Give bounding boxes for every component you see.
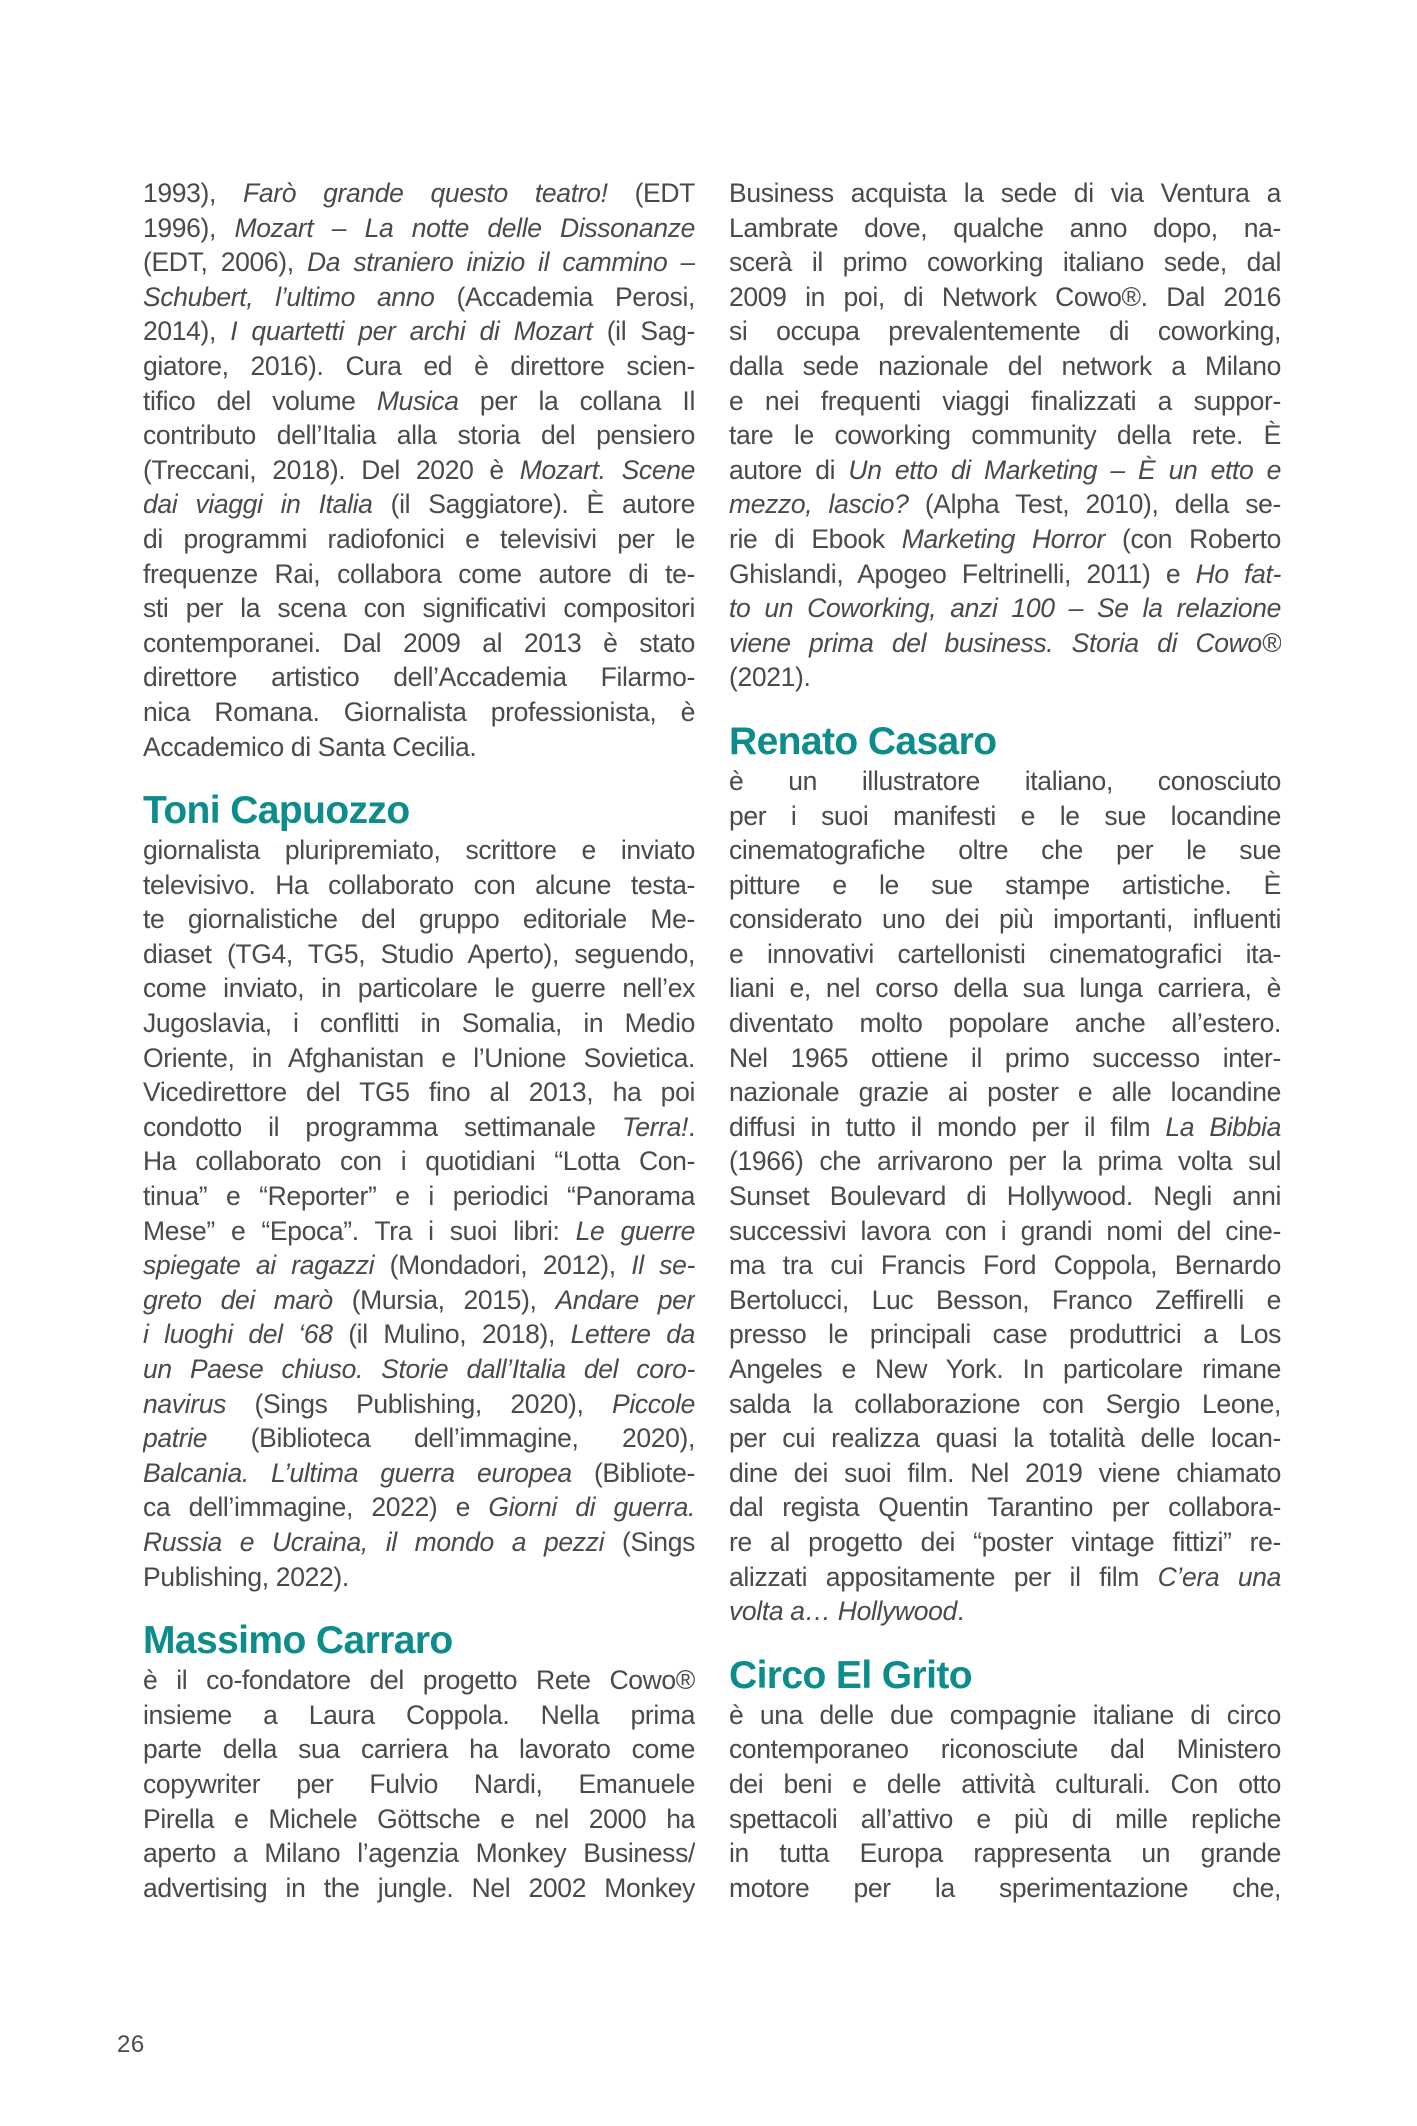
text-run: Publishing, 2022). — [143, 1561, 349, 1592]
text-line — [143, 1248, 695, 1283]
text-run: Vicedirettore del TG5 fino al 2013, ha poi — [143, 1077, 695, 1108]
text-run: giatore, 2016). Cura ed è direttore scien- — [143, 350, 695, 381]
text-run: (il Saggiatore). È autore — [372, 489, 695, 520]
text-run: dal regista Quentin Tarantino per collabora- — [729, 1492, 1281, 1523]
text-run: Business acquista la sede di via Ventura a — [729, 178, 1281, 208]
text-line — [729, 1836, 1281, 1871]
text-line — [729, 1767, 1281, 1802]
text-line — [143, 245, 695, 280]
text-line — [143, 1283, 695, 1318]
italic-title: i luoghi del ‘68 — [143, 1319, 333, 1350]
text-run: parte della sua carriera ha lavorato come — [143, 1734, 695, 1765]
text-line — [143, 1698, 695, 1733]
text-line — [729, 1490, 1281, 1525]
text-line — [143, 695, 695, 730]
text-line — [143, 730, 695, 765]
text-run: giornalista pluripremiato, scrittore e inviato — [143, 835, 695, 866]
bio-paragraph — [143, 1663, 695, 1905]
text-run: Ha collaborato con i quotidiani “Lotta Con- — [143, 1146, 695, 1177]
text-line — [143, 1456, 695, 1491]
text-run: nica Romana. Giornalista professionista, è — [143, 696, 695, 727]
text-run: di programmi radiofonici e televisivi per le — [143, 523, 695, 554]
text-run: (Sings — [604, 1526, 695, 1557]
text-line — [143, 384, 695, 419]
text-run: condotto il programma settimanale — [143, 1111, 622, 1142]
text-run: 1996), — [143, 212, 235, 243]
text-line — [729, 1110, 1281, 1145]
bio-paragraph — [729, 764, 1281, 1629]
text-line — [729, 833, 1281, 868]
text-line — [729, 1560, 1281, 1595]
italic-title: Il se- — [631, 1250, 695, 1281]
text-run: (Bibliote- — [571, 1457, 695, 1488]
text-line — [143, 868, 695, 903]
text-line — [729, 1698, 1281, 1733]
text-line — [143, 1352, 695, 1387]
text-run: contemporanei. Dal 2009 al 2013 è stato — [143, 627, 695, 658]
text-run: (Mursia, 2015), — [332, 1284, 556, 1315]
left-column — [143, 176, 695, 1905]
text-run: dei beni e delle attività culturali. Con otto — [729, 1768, 1281, 1799]
text-run: direttore artistico dell’Accademia Filarmo- — [143, 662, 695, 693]
text-line — [143, 937, 695, 972]
italic-title: Ho fat- — [1195, 558, 1281, 589]
italic-title: Russia e Ucraina, il mondo a pezzi — [143, 1526, 605, 1557]
text-run: tifico del volume — [143, 385, 377, 416]
text-run: dine dei suoi film. Nel 2019 viene chiamato — [729, 1457, 1281, 1488]
text-run: successivi lavora con i grandi nomi del cine- — [729, 1215, 1281, 1246]
right-column — [729, 176, 1281, 1905]
text-line — [143, 349, 695, 384]
italic-title: Terra! — [621, 1111, 688, 1142]
text-line — [143, 557, 695, 592]
italic-title: mezzo, lascio? — [729, 489, 909, 520]
text-line — [143, 1041, 695, 1076]
italic-title: dai viaggi in Italia — [143, 489, 373, 520]
text-line — [143, 1421, 695, 1456]
italic-title: navirus — [143, 1388, 226, 1419]
text-run: in tutta Europa rappresenta un grande — [729, 1838, 1281, 1869]
text-line — [729, 1525, 1281, 1560]
text-line — [143, 591, 695, 626]
text-run: Nel 1965 ottiene il primo successo inter- — [729, 1042, 1281, 1073]
italic-title: patrie — [143, 1423, 208, 1454]
text-run: dalla sede nazionale del network a Milano — [729, 350, 1281, 381]
bio-heading: Renato Casaro — [729, 719, 997, 763]
text-line — [729, 591, 1281, 626]
italic-title: Schubert, l’ultimo anno — [143, 281, 435, 312]
text-run: (il Sag- — [592, 316, 695, 347]
text-line — [729, 1352, 1281, 1387]
text-line — [143, 418, 695, 453]
text-line — [729, 1732, 1281, 1767]
text-run: advertising in the jungle. Nel 2002 Monkey — [143, 1872, 695, 1903]
text-line — [143, 1802, 695, 1837]
text-run: insieme a Laura Coppola. Nella prima — [143, 1699, 695, 1730]
text-run: ca dell’immagine, 2022) e — [143, 1492, 489, 1523]
italic-title: Mozart. Scene — [519, 454, 695, 485]
text-line — [729, 418, 1281, 453]
text-line — [729, 522, 1281, 557]
section-gap — [729, 695, 1281, 720]
text-line — [143, 1317, 695, 1352]
italic-title: Farò grande questo teatro! — [243, 178, 608, 208]
text-run: per cui realizza quasi la totalità delle locan- — [729, 1423, 1281, 1454]
text-line — [729, 971, 1281, 1006]
text-line — [143, 176, 695, 211]
text-line — [729, 626, 1281, 661]
text-run: è un illustratore italiano, conosciuto — [729, 765, 1281, 796]
bio-paragraph — [729, 1698, 1281, 1906]
text-run: (1966) che arrivarono per la prima volta sul — [729, 1146, 1281, 1177]
text-line — [143, 1214, 695, 1249]
text-run: liani e, nel corso della sua lunga carriera, è — [729, 973, 1281, 1004]
text-run: rie di Ebook — [729, 523, 902, 554]
text-line — [729, 1317, 1281, 1352]
text-line — [729, 487, 1281, 522]
text-run: per i suoi manifesti e le sue locandine — [729, 800, 1281, 831]
italic-title: I quartetti per archi di Mozart — [230, 316, 593, 347]
text-line — [143, 1075, 695, 1110]
text-line — [143, 626, 695, 661]
text-line — [729, 764, 1281, 799]
text-run: (Treccani, 2018). Del 2020 è — [143, 454, 520, 485]
text-run: (Biblioteca dell’immagine, 2020), — [207, 1423, 695, 1454]
text-run: autore di — [729, 454, 849, 485]
text-run: sti per la scena con significativi compositori — [143, 593, 695, 624]
text-line — [143, 1387, 695, 1422]
italic-title: viene prima del business. Storia di Cowo® — [729, 627, 1281, 658]
bio-paragraph — [143, 176, 695, 764]
text-line — [729, 349, 1281, 384]
text-line — [729, 937, 1281, 972]
text-run: pitture e le sue stampe artistiche. È — [729, 869, 1281, 900]
bio-heading: Toni Capuozzo — [143, 789, 410, 833]
text-run: e nei frequenti viaggi finalizzati a suppor- — [729, 385, 1281, 416]
text-line — [143, 280, 695, 315]
text-run: 2009 in poi, di Network Cowo®. Dal 2016 — [729, 281, 1281, 312]
text-run: considerato uno dei più importanti, influenti — [729, 904, 1281, 935]
text-run: (EDT — [607, 178, 695, 208]
text-line — [729, 280, 1281, 315]
text-run: (Sings Publishing, 2020), — [225, 1388, 613, 1419]
italic-title: Lettere da — [570, 1319, 695, 1350]
text-run: Pirella e Michele Göttsche e nel 2000 ha — [143, 1803, 695, 1834]
section-gap — [729, 1629, 1281, 1654]
text-line — [143, 211, 695, 246]
text-line — [729, 1421, 1281, 1456]
text-run: contemporaneo riconosciute dal Ministero — [729, 1734, 1281, 1765]
text-run: spettacoli all’attivo e più di mille repliche — [729, 1803, 1281, 1834]
text-line — [143, 1663, 695, 1698]
text-line — [143, 522, 695, 557]
text-run: . — [956, 1596, 964, 1627]
text-line — [143, 1560, 695, 1595]
text-line — [729, 1214, 1281, 1249]
text-run: diventato molto popolare anche all’estero. — [729, 1008, 1281, 1039]
text-line — [729, 1144, 1281, 1179]
text-run: Mese” e “Epoca”. Tra i suoi libri: — [143, 1215, 576, 1246]
section-gap — [143, 1594, 695, 1619]
text-run: (EDT, 2006), — [143, 247, 307, 278]
text-line — [729, 1871, 1281, 1906]
text-line — [143, 1767, 695, 1802]
text-line — [729, 1802, 1281, 1837]
italic-title: C’era una — [1157, 1561, 1281, 1592]
text-run: frequenze Rai, collabora come autore di te- — [143, 558, 695, 589]
text-line — [729, 660, 1281, 695]
text-line — [143, 660, 695, 695]
text-run: copywriter per Fulvio Nardi, Emanuele — [143, 1768, 695, 1799]
text-line — [729, 453, 1281, 488]
text-run: diffusi in tutto il mondo per il film — [729, 1111, 1166, 1142]
text-line — [143, 1006, 695, 1041]
text-line — [729, 1179, 1281, 1214]
text-line — [729, 1456, 1281, 1491]
text-run: è il co-fondatore del progetto Rete Cowo® — [143, 1665, 695, 1696]
text-line — [143, 902, 695, 937]
text-run: (con Roberto — [1104, 523, 1281, 554]
text-run: te giornalistiche del gruppo editoriale Me- — [143, 904, 695, 935]
text-line — [143, 1490, 695, 1525]
text-run: per la collana Il — [458, 385, 695, 416]
italic-title: Da straniero inizio il cammino – — [306, 247, 695, 278]
text-line — [729, 314, 1281, 349]
text-line — [729, 1006, 1281, 1041]
italic-title: La Bibbia — [1165, 1111, 1281, 1142]
text-line — [143, 1525, 695, 1560]
text-line — [143, 1144, 695, 1179]
text-line — [143, 971, 695, 1006]
text-run: (Accademia Perosi, — [434, 281, 695, 312]
text-run: presso le principali case produttrici a Los — [729, 1319, 1281, 1350]
italic-title: Un etto di Marketing – È un etto e — [848, 454, 1281, 485]
text-line — [729, 176, 1281, 211]
text-run: diaset (TG4, TG5, Studio Aperto), seguendo, — [143, 938, 695, 969]
italic-title: Le guerre — [575, 1215, 695, 1246]
text-run: televisivo. Ha collaborato con alcune testa- — [143, 869, 695, 900]
text-line — [729, 1041, 1281, 1076]
text-line — [143, 487, 695, 522]
text-line — [729, 799, 1281, 834]
text-line — [143, 1836, 695, 1871]
text-line — [143, 1110, 695, 1145]
text-run: 1993), — [143, 178, 244, 208]
text-line — [729, 868, 1281, 903]
italic-title: Giorni di guerra. — [488, 1492, 695, 1523]
italic-title: greto dei marò — [143, 1284, 333, 1315]
text-line — [143, 1871, 695, 1906]
text-run: (il Mulino, 2018), — [332, 1319, 571, 1350]
text-run: Bertolucci, Luc Besson, Franco Zeffirelli e — [729, 1284, 1281, 1315]
page-number: 26 — [117, 2031, 145, 2058]
text-run: Ghislandi, Apogeo Feltrinelli, 2011) e — [729, 558, 1196, 589]
text-run: nazionale grazie ai poster e alle locandine — [729, 1077, 1281, 1108]
text-line — [729, 384, 1281, 419]
text-line — [143, 1179, 695, 1214]
section-gap — [143, 764, 695, 789]
text-run: tare le coworking community della rete. È — [729, 420, 1281, 451]
text-line — [729, 245, 1281, 280]
text-run: contributo dell’Italia alla storia del pensiero — [143, 420, 695, 451]
bio-heading: Circo El Grito — [729, 1653, 972, 1697]
text-line — [729, 1248, 1281, 1283]
text-run: Accademico di Santa Cecilia. — [143, 731, 477, 762]
text-run: Lambrate dove, qualche anno dopo, na- — [729, 212, 1281, 243]
text-run: re al progetto dei “poster vintage fittizi” re- — [729, 1526, 1281, 1557]
text-run: (Mondadori, 2012), — [374, 1250, 632, 1281]
italic-title: spiegate ai ragazzi — [143, 1250, 375, 1281]
text-run: ma tra cui Francis Ford Coppola, Bernardo — [729, 1250, 1281, 1281]
text-run: cinematografiche oltre che per le sue — [729, 835, 1281, 866]
text-run: tinua” e “Reporter” e i periodici “Panorama — [143, 1181, 695, 1212]
italic-title: Musica — [376, 385, 459, 416]
text-run: è una delle due compagnie italiane di circo — [729, 1699, 1281, 1730]
bio-paragraph — [143, 833, 695, 1594]
text-run: (Alpha Test, 2010), della se- — [908, 489, 1281, 520]
text-run: salda la collaborazione con Sergio Leone, — [729, 1388, 1281, 1419]
italic-title: Mozart – La notte delle Dissonanze — [234, 212, 695, 243]
text-run: e innovativi cartellonisti cinematografici ita- — [729, 938, 1281, 969]
text-run: 2014), — [143, 316, 231, 347]
text-run: come inviato, in particolare le guerre nell’ex — [143, 973, 695, 1004]
text-run: scerà il primo coworking italiano sede, dal — [729, 247, 1281, 278]
bio-heading: Massimo Carraro — [143, 1619, 453, 1663]
text-run: (2021). — [729, 662, 811, 693]
italic-title: Andare per — [555, 1284, 695, 1315]
text-line — [729, 557, 1281, 592]
text-line — [729, 211, 1281, 246]
text-line — [143, 1732, 695, 1767]
text-line — [729, 902, 1281, 937]
text-run: Sunset Boulevard di Hollywood. Negli anni — [729, 1181, 1281, 1212]
italic-title: to un Coworking, anzi 100 – Se la relazione — [729, 593, 1281, 624]
italic-title: un Paese chiuso. Storie dall’Italia del coro- — [143, 1354, 695, 1384]
text-line — [143, 833, 695, 868]
text-line — [729, 1283, 1281, 1318]
text-run: motore per la sperimentazione che, — [729, 1872, 1281, 1903]
text-run: aperto a Milano l’agenzia Monkey Business/ — [143, 1838, 695, 1869]
text-line — [729, 1387, 1281, 1422]
text-run: Jugoslavia, i conflitti in Somalia, in Medio — [143, 1008, 695, 1039]
italic-title: Balcania. L’ultima guerra europea — [143, 1457, 572, 1488]
text-line — [729, 1594, 1281, 1629]
text-run: Angeles e New York. In particolare rimane — [729, 1354, 1281, 1384]
text-run: si occupa prevalentemente di coworking, — [729, 316, 1281, 347]
text-line — [143, 314, 695, 349]
text-run: alizzati appositamente per il film — [729, 1561, 1158, 1592]
text-line — [143, 453, 695, 488]
bio-paragraph — [729, 176, 1281, 695]
text-line — [729, 1075, 1281, 1110]
text-run: Oriente, in Afghanistan e l’Unione Sovietica. — [143, 1042, 695, 1073]
italic-title: Marketing Horror — [901, 523, 1105, 554]
italic-title: volta a… Hollywood — [729, 1596, 957, 1627]
text-run: . — [687, 1111, 695, 1142]
italic-title: Piccole — [612, 1388, 695, 1419]
